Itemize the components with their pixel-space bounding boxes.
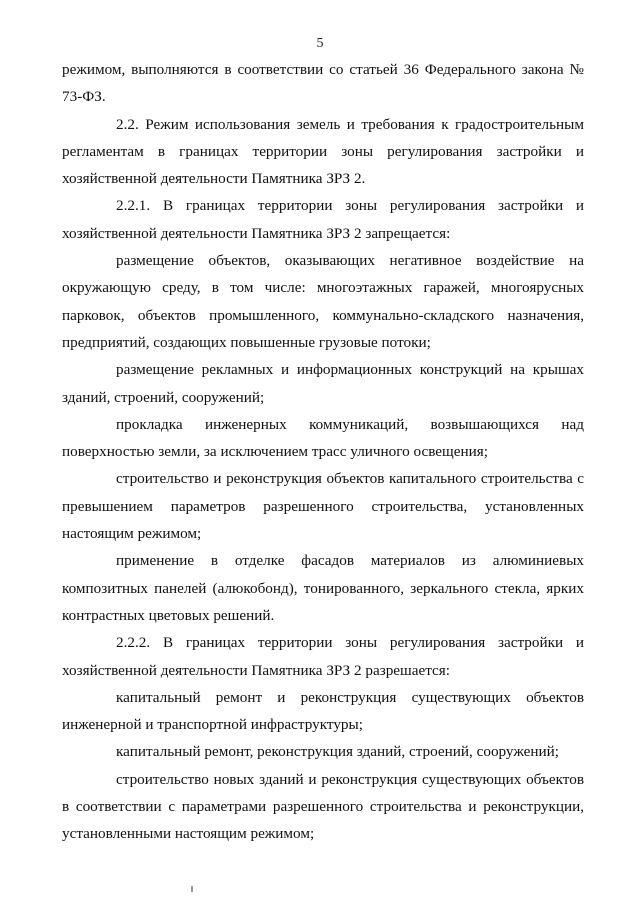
paragraph-prohibited-item-5: применение в отделке фасадов материалов из алюминиевых композитных панелей (алюкобонд), тонированного, зеркального стекла, ярких контрастных цветовых решений. [62, 552, 584, 624]
paragraph-permitted-item-2: капитальный ремонт, реконструкция зданий, строений, сооружений; [116, 743, 559, 761]
paragraph-prohibited-item-1: размещение объектов, оказывающих негативное воздействие на окружающую среду, в том числе: многоэтажных гаражей, многоярусных парковок, объектов промышленного, коммунально-складского назначения, предприятий, создающих повышенные грузовые потоки; [62, 252, 584, 351]
paragraph-section-2-2-1: 2.2.1. В границах территории зоны регулирования застройки и хозяйственной деятельности Памятника ЗРЗ 2 запрещается: [62, 197, 584, 242]
paragraph-permitted-item-1: капитальный ремонт и реконструкция существующих объектов инженерной и транспортной инфраструктуры; [62, 688, 584, 734]
scan-artifact-mark [191, 886, 193, 892]
page-number: 5 [316, 36, 324, 51]
paragraph-section-2-2: 2.2. Режим использования земель и требования к градостроительным регламентам в границах территории зоны регулирования застройки и хозяйственной деятельности Памятника ЗРЗ 2. [62, 115, 584, 188]
paragraph-prohibited-item-2: размещение рекламных и информационных конструкций на крышах зданий, строений, сооружений; [62, 361, 584, 406]
paragraph-permitted-item-3: строительство новых зданий и реконструкция существующих объектов в соответствии с параметрами разрешенного строительства и реконструкции, установленными настоящим режимом; [62, 770, 584, 843]
paragraph-prohibited-item-3: прокладка инженерных коммуникаций, возвышающихся над поверхностью земли, за исключением трасс уличного освещения; [62, 415, 584, 461]
paragraph-continuation: режимом, выполняются в соответствии со статьей 36 Федерального закона № 73-ФЗ. [62, 61, 584, 106]
paragraph-section-2-2-2: 2.2.2. В границах территории зоны регулирования застройки и хозяйственной деятельности Памятника ЗРЗ 2 разрешается: [62, 634, 584, 679]
paragraph-prohibited-item-4: строительство и реконструкция объектов капитального строительства с превышением параметров разрешенного строительства, установленных настоящим режимом; [62, 470, 584, 543]
document-body [62, 56, 584, 848]
